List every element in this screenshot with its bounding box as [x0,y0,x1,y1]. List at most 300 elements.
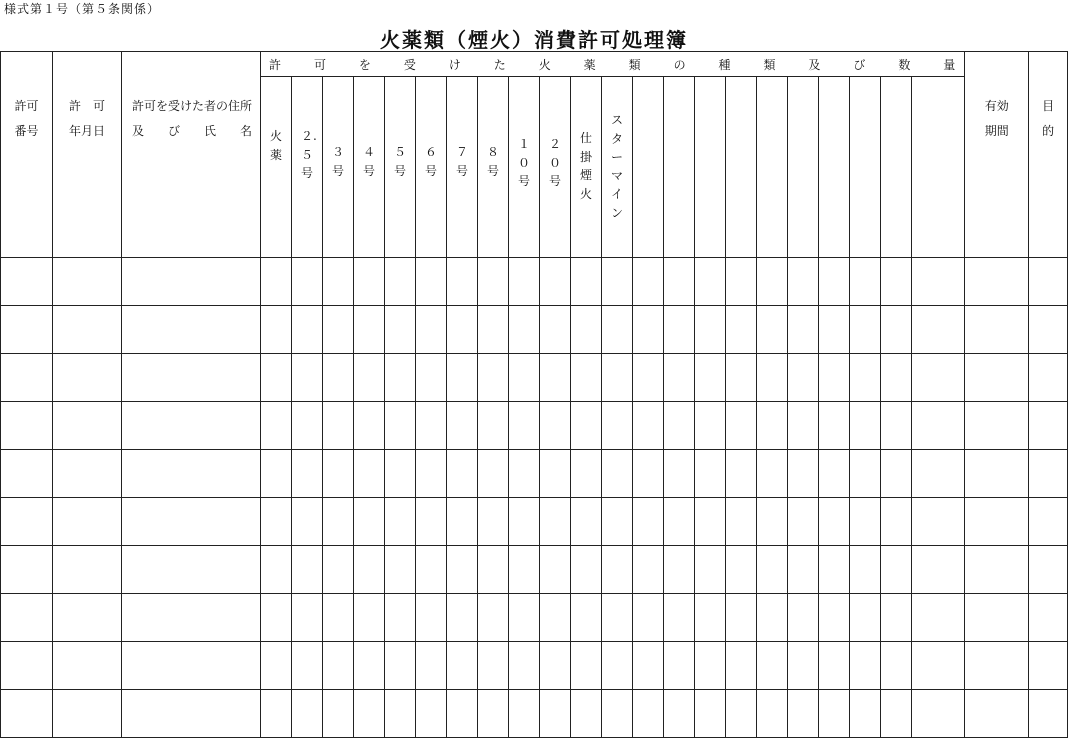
entry-cell[interactable] [1,546,53,594]
entry-cell[interactable] [881,402,912,450]
entry-cell[interactable] [912,594,965,642]
entry-cell[interactable] [1,402,53,450]
entry-cell[interactable] [354,546,385,594]
entry-cell[interactable] [53,354,122,402]
entry-cell[interactable] [965,690,1029,738]
entry-cell[interactable] [447,642,478,690]
entry-cell[interactable] [726,498,757,546]
entry-cell[interactable] [1,450,53,498]
entry-cell[interactable] [53,306,122,354]
kind-column-header [354,77,385,258]
entry-cell[interactable] [1029,450,1068,498]
entry-cell[interactable] [1,690,53,738]
entry-cell[interactable] [726,354,757,402]
entry-cell[interactable] [323,690,354,738]
entry-cell[interactable] [122,306,261,354]
entry-cell[interactable] [788,546,819,594]
header-permit-date: 許 可 年月日 [53,52,122,258]
entry-cell[interactable] [788,642,819,690]
entry-cell[interactable] [540,690,571,738]
entry-cell[interactable] [261,258,292,306]
entry-cell[interactable] [447,498,478,546]
entry-cell[interactable] [850,546,881,594]
entry-cell[interactable] [1029,498,1068,546]
entry-cell[interactable] [695,354,726,402]
entry-cell[interactable] [788,258,819,306]
entry-cell[interactable] [354,642,385,690]
kind-column-header-blank [633,77,664,258]
entry-cell[interactable] [447,354,478,402]
entry-cell[interactable] [571,690,602,738]
entry-cell[interactable] [416,450,447,498]
entry-cell[interactable] [912,402,965,450]
entry-cell[interactable] [819,546,850,594]
entry-cell[interactable] [726,306,757,354]
entry-cell[interactable] [819,642,850,690]
entry-cell[interactable] [1029,354,1068,402]
entry-cell[interactable] [726,258,757,306]
entry-cell[interactable] [1029,546,1068,594]
entry-cell[interactable] [965,402,1029,450]
entry-cell[interactable] [385,498,416,546]
entry-cell[interactable] [819,354,850,402]
entry-cell[interactable] [602,642,633,690]
entry-cell[interactable] [912,450,965,498]
entry-cell[interactable] [850,306,881,354]
entry-cell[interactable] [509,258,540,306]
table-row [1,258,1068,306]
entry-cell[interactable] [122,546,261,594]
entry-cell[interactable] [1029,690,1068,738]
entry-cell[interactable] [323,594,354,642]
entry-cell[interactable] [292,642,323,690]
entry-cell[interactable] [447,690,478,738]
kind-column-header [416,77,447,258]
entry-cell[interactable] [664,690,695,738]
entry-cell[interactable] [261,690,292,738]
entry-cell[interactable] [292,354,323,402]
entry-cell[interactable] [965,306,1029,354]
entry-cell[interactable] [726,402,757,450]
entry-cell[interactable] [478,306,509,354]
entry-cell[interactable] [881,306,912,354]
kind-column-header [571,77,602,258]
entry-cell[interactable] [912,258,965,306]
entry-cell[interactable] [478,690,509,738]
entry-cell[interactable] [912,354,965,402]
entry-cell[interactable] [788,402,819,450]
kind-column-header [478,77,509,258]
entry-cell[interactable] [819,306,850,354]
entry-cell[interactable] [1029,258,1068,306]
entry-cell[interactable] [540,642,571,690]
entry-cell[interactable] [261,306,292,354]
entry-cell[interactable] [850,498,881,546]
entry-cell[interactable] [912,642,965,690]
kind-column-header-blank [726,77,757,258]
entry-cell[interactable] [757,354,788,402]
entry-cell[interactable] [571,354,602,402]
entry-cell[interactable] [881,594,912,642]
entry-cell[interactable] [664,498,695,546]
entry-cell[interactable] [122,498,261,546]
entry-cell[interactable] [385,354,416,402]
entry-cell[interactable] [292,594,323,642]
entry-cell[interactable] [757,450,788,498]
entry-cell[interactable] [447,594,478,642]
kind-label: １０号 [518,137,531,189]
entry-cell[interactable] [323,354,354,402]
entry-cell[interactable] [965,258,1029,306]
entry-cell[interactable] [478,546,509,594]
entry-cell[interactable] [540,354,571,402]
entry-cell[interactable] [261,402,292,450]
kind-column-header [540,77,571,258]
entry-cell[interactable] [695,498,726,546]
entry-cell[interactable] [633,690,664,738]
kind-column-header [447,77,478,258]
entry-cell[interactable] [122,258,261,306]
entry-cell[interactable] [261,498,292,546]
entry-cell[interactable] [633,402,664,450]
header-validity-period: 有効 期間 [965,52,1029,258]
entry-cell[interactable] [323,642,354,690]
kind-column-header [323,77,354,258]
entry-cell[interactable] [323,258,354,306]
entry-cell[interactable] [571,258,602,306]
entry-cell[interactable] [416,690,447,738]
entry-cell[interactable] [788,690,819,738]
entry-cell[interactable] [695,306,726,354]
entry-cell[interactable] [292,498,323,546]
entry-cell[interactable] [385,450,416,498]
entry-cell[interactable] [540,546,571,594]
entry-cell[interactable] [850,594,881,642]
entry-cell[interactable] [509,594,540,642]
kind-label: ６号 [425,145,438,178]
entry-cell[interactable] [850,642,881,690]
entry-cell[interactable] [261,642,292,690]
entry-cell[interactable] [1,306,53,354]
entry-cell[interactable] [292,402,323,450]
entry-cell[interactable] [53,642,122,690]
table-row [1,642,1068,690]
entry-cell[interactable] [633,450,664,498]
entry-cell[interactable] [509,306,540,354]
entry-cell[interactable] [757,642,788,690]
entry-cell[interactable] [881,690,912,738]
entry-cell[interactable] [261,354,292,402]
entry-cell[interactable] [602,258,633,306]
entry-cell[interactable] [416,354,447,402]
entry-cell[interactable] [540,594,571,642]
entry-cell[interactable] [912,546,965,594]
entry-cell[interactable] [602,690,633,738]
entry-cell[interactable] [478,498,509,546]
table-row [1,546,1068,594]
entry-cell[interactable] [633,306,664,354]
entry-cell[interactable] [571,546,602,594]
entry-cell[interactable] [292,306,323,354]
entry-cell[interactable] [509,450,540,498]
kind-column-header-blank [757,77,788,258]
entry-cell[interactable] [122,642,261,690]
entry-cell[interactable] [323,498,354,546]
entry-cell[interactable] [416,498,447,546]
entry-cell[interactable] [757,546,788,594]
entry-cell[interactable] [881,642,912,690]
entry-cell[interactable] [757,498,788,546]
kind-label: ７号 [456,145,469,178]
entry-cell[interactable] [447,306,478,354]
entry-cell[interactable] [122,450,261,498]
entry-cell[interactable] [602,594,633,642]
entry-cell[interactable] [53,594,122,642]
entry-cell[interactable] [850,690,881,738]
kind-column-header [292,77,323,258]
entry-cell[interactable] [571,402,602,450]
entry-cell[interactable] [695,642,726,690]
entry-cell[interactable] [881,498,912,546]
entry-cell[interactable] [323,402,354,450]
entry-cell[interactable] [788,594,819,642]
entry-cell[interactable] [912,690,965,738]
entry-cell[interactable] [664,546,695,594]
entry-cell[interactable] [788,498,819,546]
kind-label: 火薬 [270,129,283,162]
entry-cell[interactable] [261,594,292,642]
entry-cell[interactable] [726,642,757,690]
entry-cell[interactable] [633,498,664,546]
entry-cell[interactable] [323,306,354,354]
entry-cell[interactable] [602,306,633,354]
entry-cell[interactable] [1029,642,1068,690]
kind-column-header-blank [695,77,726,258]
entry-cell[interactable] [1,258,53,306]
kind-column-header [261,77,292,258]
entry-cell[interactable] [912,498,965,546]
entry-cell[interactable] [757,690,788,738]
entry-cell[interactable] [354,258,385,306]
entry-cell[interactable] [416,306,447,354]
entry-cell[interactable] [540,402,571,450]
entry-cell[interactable] [912,306,965,354]
entry-cell[interactable] [385,306,416,354]
entry-cell[interactable] [540,306,571,354]
entry-cell[interactable] [122,690,261,738]
entry-cell[interactable] [1029,402,1068,450]
entry-cell[interactable] [416,546,447,594]
entry-cell[interactable] [602,402,633,450]
entry-cell[interactable] [819,498,850,546]
entry-cell[interactable] [881,546,912,594]
entry-cell[interactable] [509,402,540,450]
entry-cell[interactable] [478,258,509,306]
entry-cell[interactable] [1029,594,1068,642]
entry-cell[interactable] [53,498,122,546]
entry-cell[interactable] [1,594,53,642]
entry-cell[interactable] [602,450,633,498]
entry-cell[interactable] [664,402,695,450]
entry-cell[interactable] [478,354,509,402]
entry-cell[interactable] [571,642,602,690]
entry-cell[interactable] [819,258,850,306]
header-explosive-kinds: 許 可 を 受 け た 火 薬 類 の 種 類 及 び 数 量 [261,52,965,77]
entry-cell[interactable] [850,258,881,306]
entry-cell[interactable] [509,546,540,594]
entry-cell[interactable] [695,546,726,594]
entry-cell[interactable] [447,258,478,306]
entry-cell[interactable] [850,402,881,450]
entry-cell[interactable] [965,642,1029,690]
entry-cell[interactable] [385,642,416,690]
entry-cell[interactable] [788,306,819,354]
entry-cell[interactable] [447,402,478,450]
entry-cell[interactable] [850,450,881,498]
entry-cell[interactable] [571,594,602,642]
entry-cell[interactable] [122,402,261,450]
entry-cell[interactable] [53,690,122,738]
entry-cell[interactable] [540,498,571,546]
kind-label: ２０号 [549,137,562,189]
entry-cell[interactable] [354,306,385,354]
entry-cell[interactable] [819,450,850,498]
entry-cell[interactable] [788,450,819,498]
entry-cell[interactable] [122,594,261,642]
entry-cell[interactable] [664,450,695,498]
kind-column-header [509,77,540,258]
entry-cell[interactable] [633,258,664,306]
entry-cell[interactable] [354,402,385,450]
entry-cell[interactable] [757,594,788,642]
entry-cell[interactable] [695,594,726,642]
entry-cell[interactable] [323,450,354,498]
entry-cell[interactable] [416,258,447,306]
entry-cell[interactable] [788,354,819,402]
entry-cell[interactable] [292,690,323,738]
entry-cell[interactable] [664,642,695,690]
entry-cell[interactable] [1,642,53,690]
entry-cell[interactable] [726,546,757,594]
entry-cell[interactable] [292,546,323,594]
entry-cell[interactable] [664,306,695,354]
entry-cell[interactable] [122,354,261,402]
entry-cell[interactable] [540,258,571,306]
entry-cell[interactable] [53,546,122,594]
entry-cell[interactable] [602,546,633,594]
entry-cell[interactable] [664,594,695,642]
entry-cell[interactable] [354,690,385,738]
entry-cell[interactable] [447,450,478,498]
entry-cell[interactable] [850,354,881,402]
entry-cell[interactable] [965,498,1029,546]
entry-cell[interactable] [633,546,664,594]
entry-cell[interactable] [292,258,323,306]
entry-cell[interactable] [385,402,416,450]
entry-cell[interactable] [354,594,385,642]
entry-cell[interactable] [323,546,354,594]
entry-cell[interactable] [53,258,122,306]
entry-cell[interactable] [53,450,122,498]
header-purpose: 目 的 [1029,52,1068,258]
entry-cell[interactable] [416,402,447,450]
entry-cell[interactable] [819,690,850,738]
entry-cell[interactable] [819,402,850,450]
entry-cell[interactable] [664,258,695,306]
entry-cell[interactable] [965,450,1029,498]
entry-cell[interactable] [509,690,540,738]
entry-cell[interactable] [633,594,664,642]
entry-cell[interactable] [354,354,385,402]
entry-cell[interactable] [695,258,726,306]
table-row [1,690,1068,738]
entry-cell[interactable] [509,354,540,402]
entry-cell[interactable] [416,642,447,690]
entry-cell[interactable] [53,402,122,450]
entry-cell[interactable] [1,498,53,546]
entry-cell[interactable] [757,258,788,306]
entry-cell[interactable] [261,546,292,594]
entry-cell[interactable] [571,306,602,354]
entry-cell[interactable] [385,258,416,306]
table-row [1,498,1068,546]
entry-cell[interactable] [726,690,757,738]
entry-cell[interactable] [881,450,912,498]
entry-cell[interactable] [416,594,447,642]
kind-column-header [602,77,633,258]
entry-cell[interactable] [354,450,385,498]
entry-cell[interactable] [602,354,633,402]
entry-cell[interactable] [757,402,788,450]
entry-cell[interactable] [478,450,509,498]
entry-cell[interactable] [726,594,757,642]
entry-cell[interactable] [354,498,385,546]
entry-cell[interactable] [478,594,509,642]
entry-cell[interactable] [819,594,850,642]
entry-cell[interactable] [602,498,633,546]
entry-cell[interactable] [633,354,664,402]
entry-cell[interactable] [509,498,540,546]
entry-cell[interactable] [385,690,416,738]
entry-cell[interactable] [292,450,323,498]
entry-cell[interactable] [478,402,509,450]
kind-label: ３号 [332,145,345,178]
entry-cell[interactable] [633,642,664,690]
entry-cell[interactable] [385,546,416,594]
entry-cell[interactable] [385,594,416,642]
entry-cell[interactable] [965,594,1029,642]
entry-cell[interactable] [965,546,1029,594]
entry-cell[interactable] [695,690,726,738]
entry-cell[interactable] [881,354,912,402]
entry-cell[interactable] [881,258,912,306]
entry-cell[interactable] [447,546,478,594]
entry-cell[interactable] [478,642,509,690]
entry-cell[interactable] [1029,306,1068,354]
entry-cell[interactable] [726,450,757,498]
entry-cell[interactable] [509,642,540,690]
entry-cell[interactable] [261,450,292,498]
entry-cell[interactable] [1,354,53,402]
entry-cell[interactable] [695,402,726,450]
entry-cell[interactable] [757,306,788,354]
entry-cell[interactable] [664,354,695,402]
entry-cell[interactable] [571,498,602,546]
entry-cell[interactable] [571,450,602,498]
entry-cell[interactable] [695,450,726,498]
entry-cell[interactable] [540,450,571,498]
entry-cell[interactable] [965,354,1029,402]
